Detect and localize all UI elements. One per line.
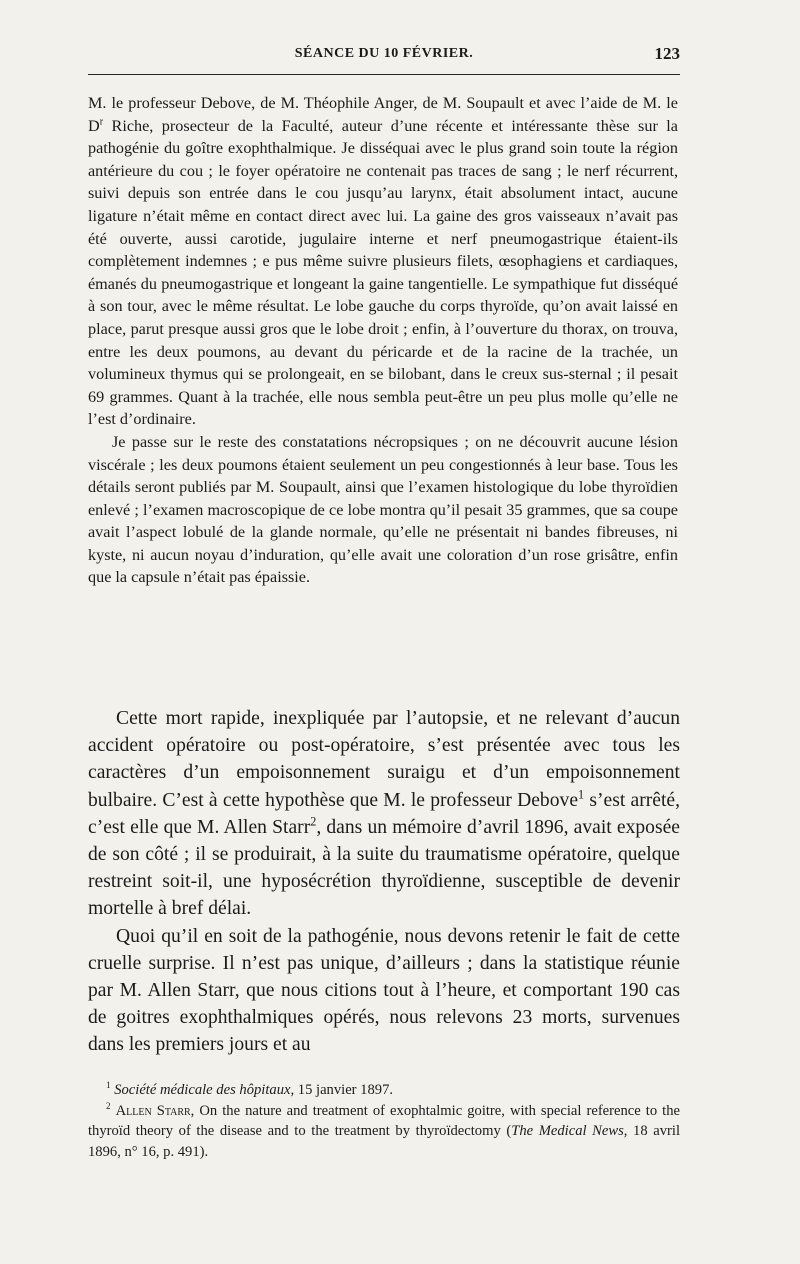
paragraph-1: [88, 92, 678, 431]
footnote-ref-2: 2: [310, 814, 317, 829]
body-small-text: [88, 92, 678, 589]
page-header: [88, 46, 680, 70]
footnote-2-mark: 2: [106, 1100, 111, 1111]
footnote-2-journal: The Medical News,: [511, 1123, 628, 1139]
paragraph-3-part-b: s’est arrêté, c’est elle que M. Allen Starr: [88, 789, 680, 838]
paragraph-1-part-a: M. le professeur Debove, de M. Théophile Anger, de M. Soupault et avec l’aide de M. le D: [88, 94, 678, 135]
footnote-2-part-b: 18 avril 1896, n° 16, p. 491).: [88, 1123, 680, 1160]
paragraph-1-part-b: Riche, prosecteur de la Faculté, auteur d’une récente et intéressante thèse sur la pathogénie du goître exophthalmique. Je disséquai avec le plus grand soin toute la région antérieure du cou ; le foyer opératoire ne contenait pas traces de sang ; le nerf récurrent, suivi depuis son entrée dans le cou jusqu’au larynx, était absolument intact, aucune ligature n’était même en contact direct avec lui. La gaine des gros vaisseaux n’avait pas été ouverte, aussi carotide, jugulaire interne et nerf pneumogastrique étaient-ils complètement indemnes ; e pus même suivre plusieurs filets, œsophagiens et cardiaques, émanés du pneumogastrique et longeant la gaine tangentielle. Le sympathique fut disséqué à son tour, avec le même résultat. Le lobe gauche du corps thyroïde, qu’on avait laissé en place, parut presque aussi gros que le lobe droit ; enfin, à l’ouverture du thorax, on trouva, entre les deux poumons, au devant du péricarde et de la racine de la trachée, un volumineux thymus qui se prolongeait, en se bilobant, dans le creux sus-sternal ; il pesait 69 grammes. Quant à la trachée, elle nous sembla peut-être un peu plus molle qu’elle ne l’est d’ordinaire.: [88, 116, 678, 429]
running-title: SÉANCE DU 10 FÉVRIER.: [294, 46, 474, 61]
footnote-2: [88, 1101, 680, 1163]
footnote-1-mark: 1: [106, 1080, 111, 1091]
paragraph-4: Quoi qu’il en soit de la pathogénie, nous devons retenir le fait de cette cruelle surprise. Il n’est pas unique, d’ailleurs ; dans la statistique réunie par M. Allen Starr, que nous citions tout à l’heure, et comportant 190 cas de goitres exophthalmiques opérés, nous relevons 23 morts, survenues dans les premiers jours et au: [88, 925, 680, 1056]
header-rule: [88, 74, 680, 75]
footnote-ref-1: 1: [578, 787, 585, 802]
footnotes: [88, 1080, 680, 1162]
footnote-1-title: Société médicale des hôpitaux,: [114, 1082, 295, 1098]
paragraph-3-part-a: Cette mort rapide, inexpliquée par l’autopsie, et ne relevant d’aucun accident opératoire ou post-opératoire, s’est présentée avec tous les caractères d’un empoisonnement suraigu et d’un empoisonnement bulbaire. C’est à cette hypothèse que M. le professeur Debove: [88, 708, 680, 811]
page-number: 123: [654, 44, 680, 63]
doctor-superscript: r: [99, 116, 104, 128]
footnote-1-rest: 15 janvier 1897.: [294, 1082, 394, 1098]
footnote-1: [88, 1080, 680, 1101]
paragraph-3-part-c: , dans un mémoire d’avril 1896, avait exposée de son côté ; il se produirait, à la suite du traumatisme opératoire, quelque restreint soit-il, une hyposécrétion thyroïdienne, susceptible de devenir mortelle à bref délai.: [88, 816, 680, 920]
paragraph-2: Je passe sur le reste des constatations nécropsiques ; on ne découvrit aucune lésion viscérale ; les deux poumons étaient seulement un peu congestionnés à leur base. Tous les détails seront publiés par M. Soupault, ainsi que l’examen histologique du lobe thyroïdien enlevé ; l’examen macroscopique de ce lobe montra qu’il pesait 35 grammes, que sa coupe avait l’aspect lobulé de la glande normale, qu’elle ne présentait ni bandes fibreuses, ni kyste, ni aucun noyau d’induration, qu’elle avait une coloration d’un rose grisâtre, enfin que la capsule n’était pas épaissie.: [88, 432, 678, 587]
body-large-text: [88, 705, 680, 1059]
footnote-2-author: Allen Starr,: [115, 1102, 195, 1119]
footnote-2-part-a: On the nature and treatment of exophtalmic goitre, with special reference to the thyroïd theory of the disease and to the treatment by thyroïdectomy (: [88, 1102, 681, 1139]
paragraph-3: [88, 705, 680, 923]
